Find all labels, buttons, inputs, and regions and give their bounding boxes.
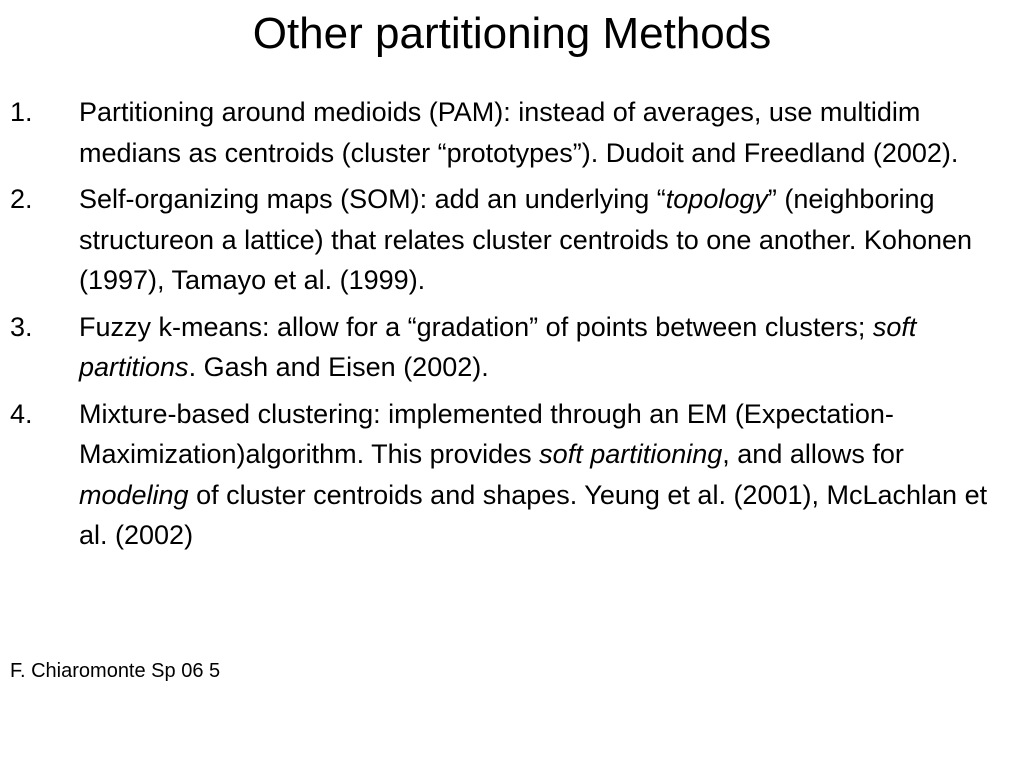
list-item-text <box>79 92 1018 173</box>
list-item-text <box>79 307 1018 388</box>
list-item-number: 4. <box>10 398 33 429</box>
list-item-number: 2. <box>10 184 33 214</box>
text-segment: Partitioning around medioids (PAM): instead of averages, use multidim medians as centroids (cluster “prototypes”). Dudoit and Freedland (2002). <box>79 97 959 168</box>
text-segment: . Gash and Eisen (2002). <box>188 352 489 382</box>
text-segment: Mixture-based clustering: implemented through an EM (Expectation-Maximization)algorithm. This provides <box>79 398 894 469</box>
list-item <box>10 394 1018 556</box>
numbered-list <box>10 92 1018 562</box>
list-item <box>10 179 1018 301</box>
italic-text-segment: modeling <box>79 479 189 510</box>
list-item <box>10 307 1018 388</box>
list-item-text <box>79 179 1018 301</box>
slide-title: Other partitioning Methods <box>252 9 772 58</box>
list-item-text <box>79 394 1018 556</box>
slide-footer: F. Chiaromonte Sp 06 5 <box>10 660 221 682</box>
text-segment: , and allows for <box>722 439 904 469</box>
italic-text-segment: soft partitioning <box>539 439 723 469</box>
italic-text-segment: soft partitions <box>79 311 917 382</box>
text-segment: ” (neighboring structureon a lattice) that relates cluster centroids to one another. Kohonen (1997), Tamayo et al. (1999). <box>79 184 973 295</box>
text-segment: Self-organizing maps (SOM): add an underlying “ <box>79 184 666 214</box>
list-item-number: 3. <box>10 311 33 342</box>
text-segment: of cluster centroids and shapes. Yeung et al. (2001), McLachlan et al. (2002) <box>79 479 988 550</box>
list-item-number: 1. <box>10 97 33 127</box>
text-segment: Fuzzy k-means: allow for a “gradation” of points between clusters; <box>79 311 873 342</box>
list-item <box>10 92 1018 173</box>
italic-text-segment: topology <box>665 184 768 214</box>
